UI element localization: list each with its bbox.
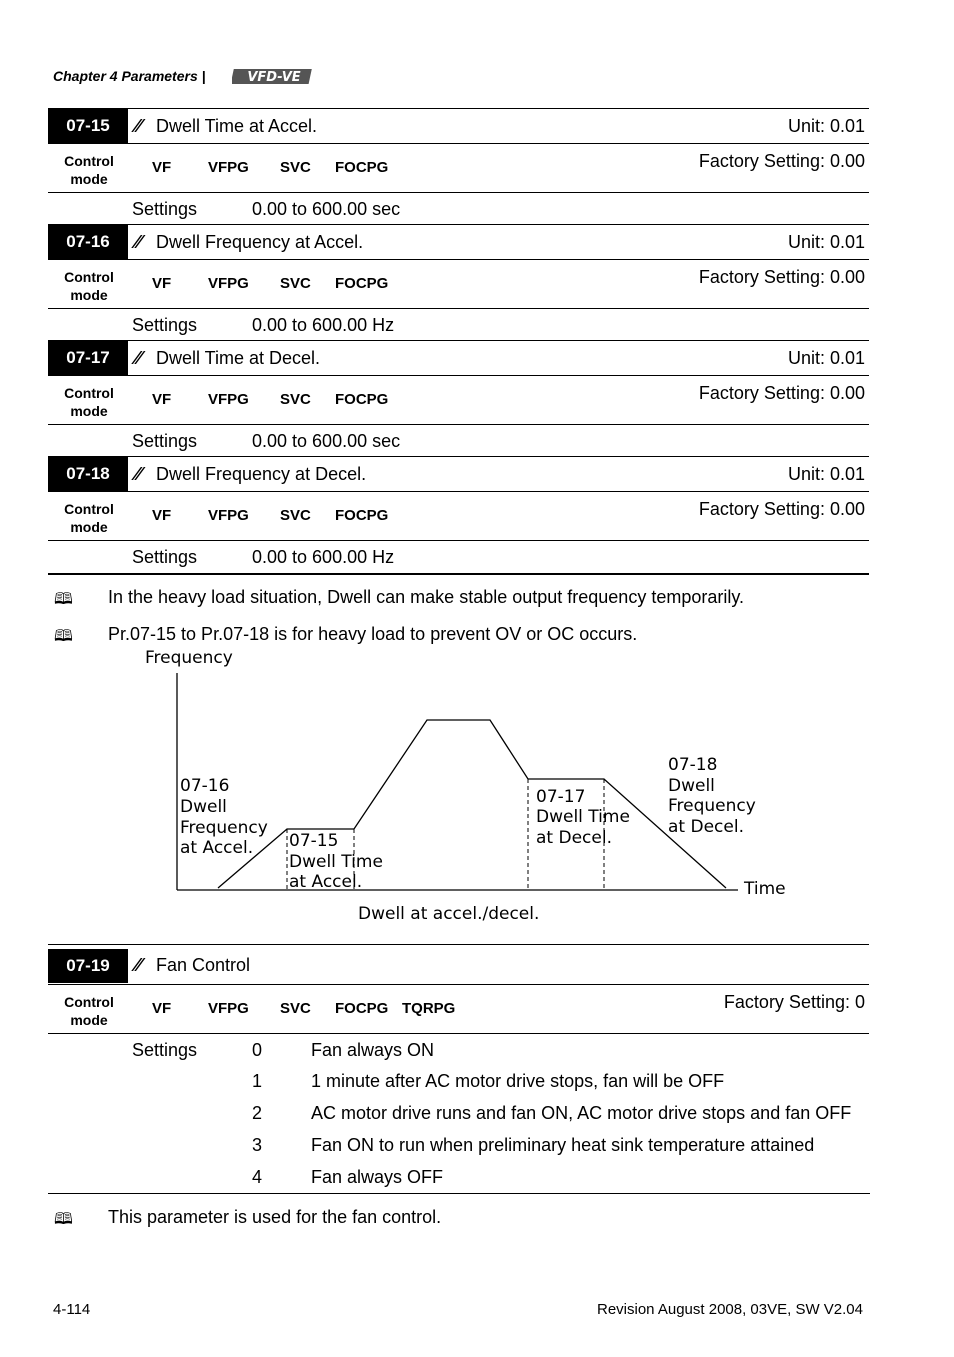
settings-label: Settings	[132, 315, 198, 335]
factory-setting: Factory Setting: 0.00	[698, 151, 865, 171]
settings-label: Settings	[132, 547, 198, 567]
param-code: 07-18	[48, 457, 128, 491]
note-text: In the heavy load situation, Dwell can make stable output frequency temporarily.	[108, 587, 745, 607]
note-text: This parameter is used for the fan control.	[108, 1207, 442, 1227]
param-unit: Unit: 0.01	[787, 464, 865, 484]
svg-text:at Accel.: at Accel.	[289, 872, 363, 892]
svg-text:Frequency: Frequency	[668, 796, 756, 816]
x-axis-label: Time	[744, 879, 786, 899]
settings-value: 0.00 to 600.00 Hz	[252, 315, 395, 335]
book-icon: 🕮	[54, 628, 73, 645]
param-07-17	[48, 340, 869, 457]
mode-focpg: FOCPG	[335, 159, 389, 176]
option-text: Fan always ON	[311, 1040, 435, 1060]
factory-setting: Factory Setting: 0.00	[698, 267, 865, 287]
control-mode-label: Control mode	[64, 153, 114, 187]
mode-vf: VF	[152, 275, 172, 292]
mode-focpg: FOCPG	[335, 1000, 389, 1017]
option-text: Fan always OFF	[311, 1167, 444, 1187]
param-code: 07-19	[48, 949, 128, 983]
option-num: 0	[252, 1040, 263, 1060]
divider	[48, 1193, 870, 1194]
chapter-title: Chapter 4 Parameters |	[53, 68, 206, 84]
param-name: Dwell Frequency at Decel.	[156, 464, 367, 484]
mode-svc: SVC	[280, 507, 311, 524]
settings-label: Settings	[132, 1040, 198, 1060]
svg-text:at Accel.: at Accel.	[180, 838, 254, 858]
option-num: 1	[252, 1071, 263, 1091]
svg-text:Dwell: Dwell	[180, 797, 227, 817]
control-mode-label: Control mode	[64, 385, 114, 419]
mode-focpg: FOCPG	[335, 391, 389, 408]
mode-vf: VF	[152, 159, 172, 176]
param-name: Dwell Time at Decel.	[156, 348, 321, 368]
settings-value: 0.00 to 600.00 Hz	[252, 547, 395, 567]
option-num: 2	[252, 1103, 263, 1123]
mode-vf: VF	[152, 507, 172, 524]
run-change-icon: ⁄⁄	[135, 348, 142, 368]
param-code: 07-17	[48, 341, 128, 375]
option-num: 3	[252, 1135, 263, 1155]
book-icon: 🕮	[54, 591, 73, 608]
mode-vfpg: VFPG	[208, 275, 249, 292]
svg-text:VFD-VE: VFD-VE	[247, 70, 301, 85]
mode-focpg: FOCPG	[335, 275, 389, 292]
svg-text:at Decel.: at Decel.	[536, 828, 612, 848]
diagram-caption: Dwell at accel./decel.	[358, 904, 540, 924]
mode-svc: SVC	[280, 391, 311, 408]
svg-text:07-18: 07-18	[668, 755, 718, 775]
control-mode-label: Control mode	[64, 269, 114, 303]
label-07-17	[536, 787, 630, 848]
revision-text: Revision August 2008, 03VE, SW V2.04	[597, 1301, 863, 1318]
factory-setting: Factory Setting: 0.00	[698, 383, 865, 403]
mode-tqrpg: TQRPG	[402, 1000, 456, 1017]
label-07-16	[180, 776, 268, 858]
mode-vfpg: VFPG	[208, 507, 249, 524]
note-text: Pr.07-15 to Pr.07-18 is for heavy load to prevent OV or OC occurs.	[108, 624, 638, 644]
run-change-icon: ⁄⁄	[135, 955, 142, 975]
factory-setting: Factory Setting: 0.00	[698, 499, 865, 519]
svg-text:Frequency: Frequency	[180, 818, 268, 838]
param-unit: Unit: 0.01	[787, 116, 865, 136]
param-name: Dwell Time at Accel.	[156, 116, 318, 136]
run-change-icon: ⁄⁄	[135, 116, 142, 136]
mode-vf: VF	[152, 1000, 172, 1017]
param-07-19	[48, 944, 869, 1034]
control-mode-label: Control mode	[64, 994, 114, 1028]
settings-label: Settings	[132, 431, 198, 451]
param-07-15	[48, 108, 869, 225]
settings-value: 0.00 to 600.00 sec	[252, 199, 401, 219]
mode-vf: VF	[152, 391, 172, 408]
run-change-icon: ⁄⁄	[135, 232, 142, 252]
param-code: 07-15	[48, 109, 128, 143]
mode-vfpg: VFPG	[208, 159, 249, 176]
y-axis-label: Frequency	[145, 648, 233, 668]
svg-text:Dwell: Dwell	[668, 776, 715, 796]
control-mode-label: Control mode	[64, 501, 114, 535]
param-unit: Unit: 0.01	[787, 232, 865, 252]
svg-text:at Decel.: at Decel.	[668, 817, 744, 837]
label-07-18	[668, 755, 756, 837]
svg-text:07-15: 07-15	[289, 831, 339, 851]
param-07-16	[48, 224, 869, 341]
param-unit: Unit: 0.01	[787, 348, 865, 368]
param-code: 07-16	[48, 225, 128, 259]
mode-svc: SVC	[280, 1000, 311, 1017]
param-name: Dwell Frequency at Accel.	[156, 232, 364, 252]
option-num: 4	[252, 1167, 263, 1187]
label-07-15	[289, 831, 383, 892]
param-07-18	[48, 456, 869, 575]
book-icon: 🕮	[54, 1211, 73, 1228]
mode-vfpg: VFPG	[208, 391, 249, 408]
vfd-ve-logo	[232, 68, 314, 85]
svg-text:07-16: 07-16	[180, 776, 230, 796]
mode-vfpg: VFPG	[208, 1000, 249, 1017]
mode-svc: SVC	[280, 159, 311, 176]
dwell-diagram	[0, 640, 954, 930]
mode-focpg: FOCPG	[335, 507, 389, 524]
option-text: Fan ON to run when preliminary heat sink temperature attained	[311, 1135, 815, 1155]
mode-svc: SVC	[280, 275, 311, 292]
option-text: AC motor drive runs and fan ON, AC motor drive stops and fan OFF	[311, 1103, 852, 1123]
svg-text:Dwell Time: Dwell Time	[289, 852, 383, 872]
svg-text:07-17: 07-17	[536, 787, 586, 807]
option-text: 1 minute after AC motor drive stops, fan will be OFF	[311, 1071, 725, 1091]
factory-setting: Factory Setting: 0	[723, 992, 865, 1012]
settings-label: Settings	[132, 199, 198, 219]
svg-text:Dwell Time: Dwell Time	[536, 807, 630, 827]
settings-value: 0.00 to 600.00 sec	[252, 431, 401, 451]
run-change-icon: ⁄⁄	[135, 464, 142, 484]
page-number: 4-114	[53, 1301, 91, 1318]
param-name: Fan Control	[156, 955, 251, 975]
